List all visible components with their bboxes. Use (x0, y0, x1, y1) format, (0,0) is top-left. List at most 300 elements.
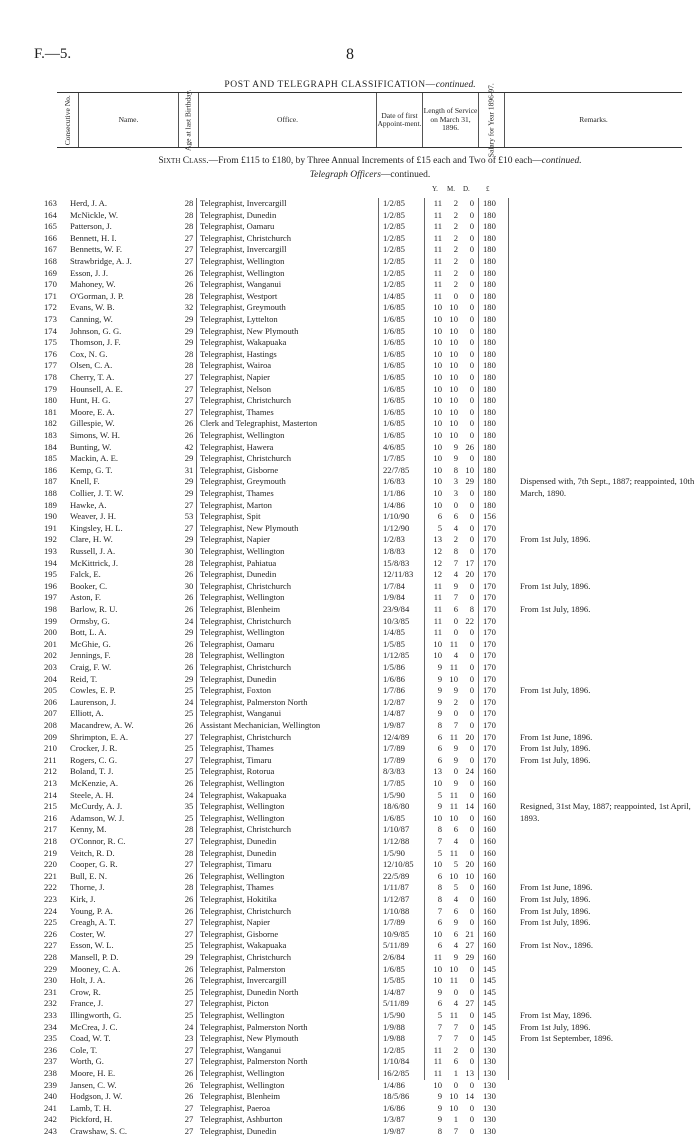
cell-days: 0 (469, 395, 474, 406)
cell-name: Thomson, J. F. (70, 337, 121, 348)
cell-days: 0 (469, 360, 474, 371)
cell-date: 10/9/85 (383, 928, 410, 939)
cell-date: 1/2/85 (383, 1044, 405, 1055)
cell-years: 9 (437, 1091, 442, 1102)
cell-salary: 180 (483, 441, 496, 452)
cell-date: 1/6/85 (383, 337, 405, 348)
cell-office: Telegraphist, Blenheim (200, 1091, 281, 1102)
cell-office: Telegraphist, Wellington (200, 801, 285, 812)
cell-age: 28 (184, 824, 194, 835)
cell-office: Telegraphist, Napier (200, 372, 271, 382)
cell-months: 2 (453, 279, 458, 290)
table-row (0, 662, 700, 674)
cell-months: 0 (453, 499, 458, 510)
cell-name: Falck, E. (70, 569, 101, 580)
cell-date: 10/3/85 (383, 615, 410, 626)
cell-years: 10 (433, 928, 442, 939)
cell-age: 26 (184, 720, 194, 730)
cell-no: 218 (44, 836, 57, 846)
cell-date: 1/11/87 (383, 882, 409, 893)
cell-date: 1/12/87 (383, 894, 410, 904)
table-row (0, 824, 700, 836)
cell-date: 12/4/89 (383, 731, 410, 742)
cell-office: Telegraphist, Greymouth (200, 302, 286, 313)
cell-salary: 160 (483, 940, 496, 951)
cell-age: 30 (184, 580, 194, 591)
cell-salary: 145 (483, 998, 496, 1009)
cell-office: Telegraphist, Dunedin (200, 673, 277, 684)
cell-name: Aston, F. (70, 592, 102, 603)
cell-no: 238 (44, 1068, 57, 1078)
table-row (0, 279, 700, 291)
cell-name: Crawshaw, S. C. (70, 1126, 127, 1136)
cell-no: 234 (44, 1021, 57, 1032)
cell-no: 195 (44, 569, 57, 580)
cell-office: Telegraphist, Wellington (200, 778, 285, 788)
cell-name: Cowles, E. P. (70, 685, 116, 696)
cell-no: 213 (44, 778, 57, 788)
cell-date: 1/7/85 (383, 778, 405, 788)
cell-office: Telegraphist, Timaru (200, 754, 272, 765)
cell-months: 10 (449, 673, 458, 684)
cell-months: 0 (453, 1079, 458, 1090)
cell-date: 1/8/83 (383, 546, 405, 556)
cell-months: 10 (449, 963, 458, 974)
cell-years: 10 (433, 859, 442, 870)
cell-months: 7 (453, 1033, 458, 1044)
cell-remarks: From 1st July, 1896. (520, 685, 591, 696)
table-row (0, 395, 700, 407)
cell-months: 4 (453, 998, 458, 1009)
cell-months: 7 (453, 592, 458, 603)
cell-age: 26 (184, 905, 194, 916)
cell-office: Telegraphist, Wellington (200, 812, 285, 823)
cell-name: Rogers, C. G. (70, 754, 118, 765)
cell-months: 10 (449, 430, 458, 440)
cell-months: 1 (453, 1114, 458, 1125)
cell-name: Illingworth, G. (70, 1010, 122, 1020)
cell-age: 26 (184, 1091, 194, 1102)
cell-age: 28 (184, 650, 194, 661)
cell-date: 1/5/90 (383, 847, 405, 858)
cell-date: 1/4/85 (383, 627, 405, 638)
cell-age: 26 (184, 638, 194, 649)
table-row (0, 859, 700, 871)
cell-age: 26 (184, 975, 194, 986)
unit-days: D. (463, 185, 470, 193)
table-row (0, 453, 700, 465)
cell-days: 0 (469, 673, 474, 684)
cell-date: 1/6/85 (383, 314, 405, 324)
cell-days: 0 (469, 1126, 474, 1136)
cell-age: 26 (184, 963, 194, 974)
cell-office: Telegraphist, Christchurch (200, 615, 292, 626)
cell-no: 243 (44, 1126, 57, 1136)
cell-days: 0 (469, 894, 474, 904)
cell-date: 1/7/85 (383, 453, 405, 464)
cell-years: 9 (437, 685, 442, 696)
cell-months: 11 (449, 638, 458, 649)
cell-date: 1/2/85 (383, 279, 405, 290)
cell-months: 2 (453, 1044, 458, 1055)
table-row (0, 465, 700, 477)
cell-months: 2 (453, 209, 458, 220)
cell-salary: 180 (483, 337, 496, 348)
cell-salary: 160 (483, 801, 496, 812)
cell-days: 0 (469, 708, 474, 719)
cell-age: 25 (184, 766, 194, 777)
cell-name: Esson, W. L. (70, 940, 114, 951)
cell-office: Telegraphist, Hastings (200, 348, 277, 359)
cell-name: Thorne, J. (70, 882, 105, 893)
cell-no: 236 (44, 1044, 57, 1055)
cell-no: 208 (44, 720, 57, 730)
cell-salary: 170 (483, 604, 496, 614)
table-row (0, 708, 700, 720)
table-row (0, 650, 700, 662)
cell-no: 235 (44, 1033, 57, 1044)
cell-salary: 170 (483, 720, 496, 730)
cell-months: 8 (453, 546, 458, 556)
cell-days: 0 (469, 198, 474, 208)
col-remarks: Remarks. (579, 114, 608, 124)
cell-name: Russell, J. A. (70, 546, 116, 556)
cell-salary: 170 (483, 569, 496, 580)
cell-name: Mansell, P. D. (70, 952, 119, 962)
cell-months: 0 (453, 766, 458, 777)
page-header (34, 46, 666, 66)
cell-office: Telegraphist, Wanganui (200, 708, 282, 719)
cell-years: 5 (437, 522, 442, 533)
cell-date: 1/2/85 (383, 256, 405, 266)
cell-years: 11 (433, 232, 442, 243)
cell-name: Booker, C. (70, 580, 108, 591)
cell-days: 0 (469, 348, 474, 359)
cell-date: 5/11/89 (383, 998, 409, 1009)
cell-years: 11 (433, 1068, 442, 1078)
cell-office: Telegraphist, Christchurch (200, 580, 292, 591)
cell-date: 22/5/89 (383, 870, 410, 881)
cell-days: 0 (469, 383, 474, 394)
cell-no: 181 (44, 406, 57, 417)
table-row (0, 836, 700, 848)
col-age: Age at last Birthday. (179, 93, 199, 147)
cell-age: 24 (184, 1021, 194, 1032)
cell-months: 4 (453, 894, 458, 904)
cell-office: Telegraphist, Christchurch (200, 453, 292, 464)
cell-office: Telegraphist, New Plymouth (200, 522, 299, 533)
cell-days: 0 (469, 905, 474, 916)
cell-age: 26 (184, 592, 194, 603)
cell-days: 0 (469, 453, 474, 464)
table-row (0, 546, 700, 558)
cell-salary: 180 (483, 406, 496, 417)
cell-months: 9 (453, 754, 458, 765)
table-row (0, 523, 700, 535)
cell-months: 10 (449, 314, 458, 324)
cell-age: 26 (184, 1079, 194, 1090)
cell-years: 10 (433, 406, 442, 417)
cell-days: 0 (469, 917, 474, 928)
cell-years: 9 (437, 801, 442, 812)
cell-days: 21 (465, 928, 474, 939)
cell-name: Cooper, G. R. (70, 859, 118, 870)
cell-months: 11 (449, 801, 458, 812)
cell-name: Ormsby, G. (70, 615, 110, 626)
cell-office: Telegraphist, New Plymouth (200, 325, 299, 336)
cell-salary: 170 (483, 580, 496, 591)
cell-months: 9 (453, 917, 458, 928)
cell-age: 26 (184, 279, 194, 290)
cell-years: 8 (437, 824, 442, 835)
cell-age: 27 (184, 395, 194, 406)
cell-date: 1/6/85 (383, 963, 405, 974)
cell-no: 169 (44, 267, 57, 278)
cell-office: Telegraphist, Napier (200, 534, 271, 545)
cell-years: 8 (437, 894, 442, 904)
cell-years: 12 (433, 557, 442, 568)
cell-date: 1/4/86 (383, 499, 405, 510)
cell-date: 1/2/85 (383, 198, 405, 208)
cell-name: Crow, R. (70, 986, 101, 997)
cell-days: 0 (469, 488, 474, 498)
cell-remarks: From 1st July, 1896. (520, 580, 591, 591)
cell-name: Cole, T. (70, 1044, 98, 1055)
cell-office: Telegraphist, Palmerston North (200, 1021, 308, 1032)
cell-age: 28 (184, 557, 194, 568)
cell-date: 1/10/90 (383, 511, 410, 522)
cell-salary: 180 (483, 383, 496, 394)
cell-office: Telegraphist, Dunedin (200, 209, 277, 220)
cell-age: 27 (184, 1044, 194, 1055)
cell-name: McCrea, J. C. (70, 1021, 118, 1032)
page-title (60, 80, 640, 90)
cell-office: Telegraphist, Christchurch (200, 395, 292, 406)
cell-months: 8 (453, 464, 458, 475)
cell-date: 1/1/86 (383, 488, 405, 498)
cell-age: 28 (184, 290, 194, 301)
cell-name: Steele, A. H. (70, 789, 114, 800)
table-row (0, 882, 700, 894)
cell-days: 0 (469, 696, 474, 707)
cell-days: 0 (469, 743, 474, 754)
table-row (0, 1114, 700, 1126)
page-number: 8 (346, 46, 354, 63)
cell-no: 190 (44, 511, 57, 522)
cell-years: 10 (433, 360, 442, 371)
cell-age: 32 (184, 302, 194, 313)
cell-months: 11 (449, 662, 458, 672)
cell-days: 0 (469, 314, 474, 324)
cell-days: 0 (469, 232, 474, 243)
cell-name: Crocker, J. R. (70, 743, 118, 754)
cell-days: 0 (469, 1079, 474, 1090)
cell-name: Cherry, T. A. (70, 372, 115, 382)
cell-office: Telegraphist, Paeroa (200, 1102, 271, 1113)
cell-months: 1 (453, 1068, 458, 1078)
cell-name: Adamson, W. J. (70, 812, 125, 823)
cell-no: 197 (44, 592, 57, 603)
cell-name: Mooney, C. A. (70, 963, 121, 974)
cell-name: Kingsley, H. L. (70, 522, 123, 533)
cell-no: 165 (44, 221, 57, 232)
table-row (0, 511, 700, 523)
cell-name: Elliott, A. (70, 708, 104, 719)
cell-salary: 180 (483, 488, 496, 498)
cell-years: 10 (433, 499, 442, 510)
cell-age: 28 (184, 209, 194, 220)
cell-years: 11 (433, 580, 442, 591)
table-row (0, 407, 700, 419)
cell-no: 193 (44, 546, 57, 556)
cell-date: 1/6/85 (383, 302, 405, 313)
cell-office: Telegraphist, Wellington (200, 1079, 285, 1090)
cell-salary: 180 (483, 209, 496, 220)
cell-salary: 160 (483, 894, 496, 904)
cell-years: 6 (437, 511, 442, 522)
table-row (0, 975, 700, 987)
cell-office: Telegraphist, Christchurch (200, 232, 292, 243)
col-salary: Salary for Year 1896-97. (479, 93, 505, 147)
table-row (0, 302, 700, 314)
table-row (0, 871, 700, 883)
cell-no: 189 (44, 499, 57, 510)
table-row (0, 1056, 700, 1068)
cell-office: Telegraphist, Wakapuaka (200, 940, 287, 951)
cell-name: Kemp, G. T. (70, 464, 113, 475)
cell-salary: 180 (483, 244, 496, 255)
cell-office: Telegraphist, Dunedin (200, 847, 277, 858)
cell-no: 230 (44, 975, 57, 986)
cell-office: Telegraphist, Westport (200, 290, 278, 301)
cell-no: 172 (44, 302, 57, 313)
cell-days: 0 (469, 406, 474, 417)
cell-days: 0 (469, 534, 474, 545)
cell-days: 20 (465, 859, 474, 870)
cell-no: 173 (44, 314, 57, 324)
cell-date: 1/7/84 (383, 580, 405, 591)
cell-no: 192 (44, 534, 57, 545)
cell-office: Telegraphist, Thames (200, 743, 274, 754)
col-name: Name. (79, 93, 179, 147)
cell-name: Creagh, A. T. (70, 917, 116, 928)
cell-date: 1/12/90 (383, 522, 410, 533)
cell-months: 10 (449, 418, 458, 429)
cell-date: 1/7/89 (383, 917, 405, 928)
cell-name: Esson, J. J. (70, 267, 108, 278)
cell-days: 14 (465, 801, 474, 812)
table-row (0, 674, 700, 686)
cell-date: 1/5/85 (383, 975, 405, 986)
cell-no: 174 (44, 325, 57, 336)
table-row (0, 998, 700, 1010)
table-row (0, 430, 700, 442)
cell-name: Bull, E. N. (70, 870, 108, 881)
cell-years: 10 (433, 395, 442, 406)
cell-days: 29 (465, 952, 474, 962)
cell-office: Telegraphist, Foxton (200, 685, 272, 696)
cell-months: 4 (453, 836, 458, 846)
cell-name: Collier, J. T. W. (70, 488, 124, 498)
cell-name: O'Connor, R. C. (70, 836, 126, 846)
cell-office: Telegraphist, Invercargill (200, 975, 287, 986)
cell-salary: 160 (483, 905, 496, 916)
cell-salary: 180 (483, 314, 496, 324)
cell-days: 8 (469, 604, 474, 614)
table-row (0, 604, 700, 616)
cell-years: 10 (433, 337, 442, 348)
table-row (0, 337, 700, 349)
cell-age: 26 (184, 662, 194, 672)
cell-days: 0 (469, 592, 474, 603)
table-row (0, 198, 700, 210)
cell-salary: 156 (483, 511, 496, 522)
table-row (0, 558, 700, 570)
cell-days: 0 (469, 1114, 474, 1125)
cell-years: 9 (437, 1102, 442, 1113)
table-row (0, 500, 700, 512)
cell-age: 27 (184, 754, 194, 765)
cell-age: 27 (184, 928, 194, 939)
cell-no: 196 (44, 580, 57, 591)
col-office: Office. (199, 93, 377, 147)
cell-no: 220 (44, 859, 57, 870)
cell-age: 25 (184, 940, 194, 951)
cell-office: Telegraphist, Palmerston (200, 963, 286, 974)
cell-age: 27 (184, 836, 194, 846)
cell-days: 0 (469, 627, 474, 638)
cell-name: Craig, F. W. (70, 662, 112, 672)
cell-years: 11 (433, 279, 442, 290)
cell-no: 168 (44, 256, 57, 266)
cell-years: 7 (437, 905, 442, 916)
cell-years: 11 (433, 615, 442, 626)
table-row (0, 639, 700, 651)
table-row (0, 894, 700, 906)
cell-date: 1/7/89 (383, 743, 405, 754)
cell-years: 5 (437, 847, 442, 858)
cell-date: 12/10/85 (383, 859, 414, 870)
cell-date: 1/5/86 (383, 662, 405, 672)
cell-office: Telegraphist, Thames (200, 488, 274, 498)
cell-name: Moore, H. E. (70, 1068, 116, 1078)
cell-salary: 160 (483, 812, 496, 823)
cell-no: 183 (44, 430, 57, 440)
cell-name: Bunting, W. (70, 441, 112, 452)
cell-salary: 145 (483, 1010, 496, 1020)
cell-office: Telegraphist, Wakapuaka (200, 337, 287, 348)
cell-salary: 130 (483, 1102, 496, 1113)
cell-salary: 160 (483, 836, 496, 846)
cell-date: 1/9/88 (383, 1021, 405, 1032)
cell-years: 10 (433, 650, 442, 661)
cell-no: 211 (44, 754, 57, 765)
cell-name: Laurenson, J. (70, 696, 117, 707)
cell-remarks: From 1st September, 1896. (520, 1033, 613, 1044)
cell-days: 20 (465, 569, 474, 580)
cell-no: 216 (44, 812, 57, 823)
cell-months: 10 (449, 302, 458, 313)
cell-salary: 170 (483, 708, 496, 719)
cell-age: 27 (184, 998, 194, 1009)
cell-remarks: From 1st June, 1896. (520, 731, 593, 742)
cell-days: 13 (465, 1068, 474, 1078)
cell-days: 0 (469, 1044, 474, 1055)
cell-age: 29 (184, 952, 194, 962)
cell-age: 27 (184, 1102, 194, 1113)
cell-days: 0 (469, 267, 474, 278)
cell-days: 0 (469, 638, 474, 649)
